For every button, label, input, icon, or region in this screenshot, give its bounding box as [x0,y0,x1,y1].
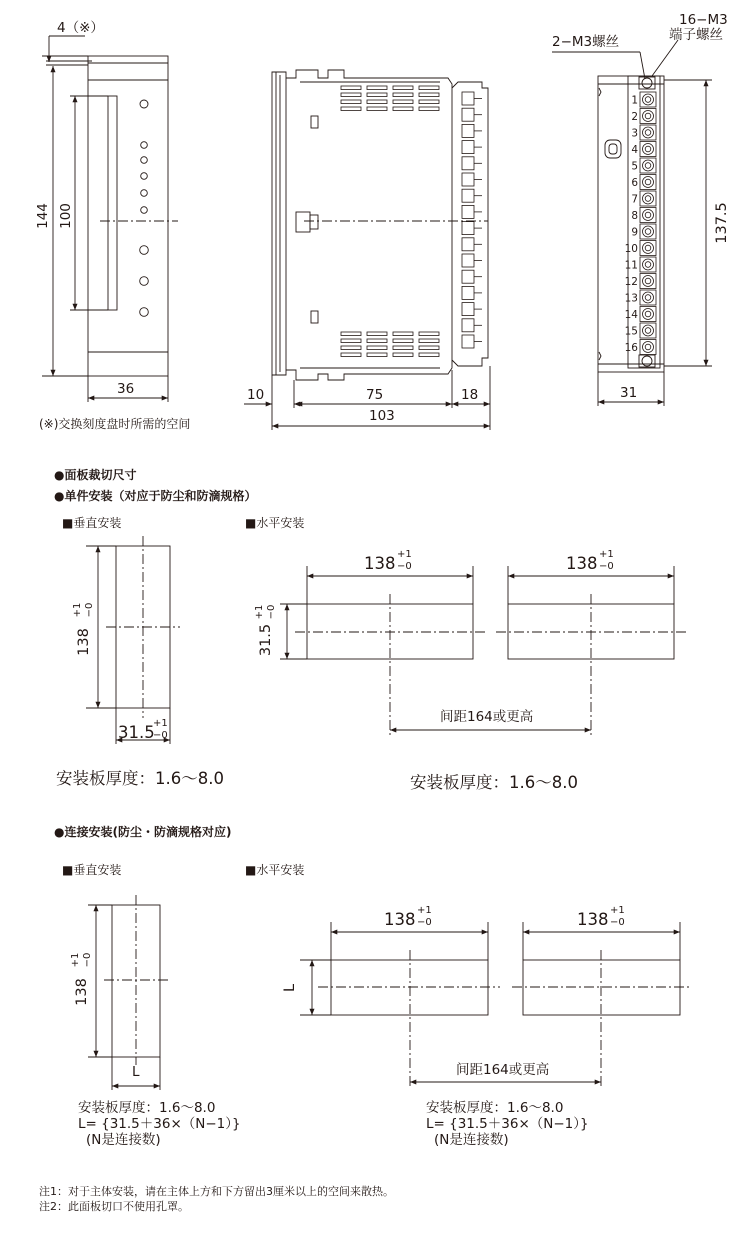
terminal-screw-inner [645,196,651,202]
vent-slot [341,86,361,90]
terminal-block [462,270,474,283]
vent-slot [393,353,413,357]
sh-138-a-tol-plus: +1 [397,549,412,560]
joint-h-n-note: (N是连接数) [434,1132,509,1148]
terminal-block [462,173,474,186]
terminal-screw [643,309,654,320]
vent-slot [419,346,439,350]
single-spacing-label: 间距164或更高 [440,709,534,725]
terminal-screw [643,111,654,122]
vent-slot [341,100,361,104]
vent-slot [367,86,387,90]
vent-slot [419,100,439,104]
jh-138-b-tol-minus: −0 [610,917,625,928]
gap-label: 4（※） [57,20,104,36]
single-vertical-cutout [86,536,180,744]
vent-slot [367,93,387,97]
joint-h-thickness: 安装板厚度：1.6～8.0 [426,1100,564,1116]
sh-138-a-label: 138 [364,554,396,573]
terminal-number: 6 [631,177,638,189]
terminal-block [462,303,474,316]
terminal-screw-inner [645,130,651,136]
terminal-label-2: 端子螺丝 [669,27,723,43]
vent-slot [341,353,361,357]
terminal-screw-inner [645,328,651,334]
cutout-heading: ●面板裁切尺寸 [54,468,137,482]
terminal-block [462,205,474,218]
terminal-number: 12 [624,276,638,288]
vent-slot [393,93,413,97]
jv-138-label: 138 [74,978,90,1006]
terminal-block [462,141,474,154]
sh-138-a-tol-minus: −0 [397,561,412,572]
terminal-screw [643,243,654,254]
single-h-thickness: 安装板厚度：1.6～8.0 [410,773,578,792]
terminal-label-1: 16−M3 [679,12,728,28]
terminal-screw [643,226,654,237]
terminal-screw [643,210,654,221]
rear-height-label: 137.5 [714,202,730,244]
joint-v-formula: L= {31.5＋36×（N−1）} [78,1116,241,1132]
side-view [244,70,490,430]
vent-slot [419,107,439,111]
terminal-screw [643,325,654,336]
vent-slot [367,332,387,336]
vent-slot [393,107,413,111]
terminal-number: 9 [631,226,638,239]
terminal-number: 4 [631,144,638,156]
joint-vertical-cutout [88,895,168,1090]
terminal-block [462,319,474,332]
jh-L-label: L [282,983,298,993]
total-depth-label: 103 [369,408,395,424]
vent-slot [419,353,439,357]
terminal-block [462,335,474,348]
screw-label: 2−M3螺丝 [552,34,620,50]
terminal-number: 16 [624,342,638,354]
vent-slot [419,93,439,97]
joint-vertical-label: ■垂直安装 [62,863,122,877]
vent-slot [393,339,413,343]
terminal-number: 2 [631,111,638,123]
space-footnote: (※)交换刻度盘时所需的空间 [39,417,191,431]
rear-terminal-strip [625,92,656,355]
vent-slot [419,86,439,90]
front-inner-height-label: 100 [58,203,74,229]
terminal-block [462,189,474,202]
terminal-number: 1 [631,94,638,107]
terminal-screw-inner [645,97,651,103]
front-depth-label: 10 [247,387,265,403]
vent-slot [367,339,387,343]
terminal-block [462,157,474,170]
vent-slot [341,107,361,111]
body-depth-label: 75 [366,387,384,403]
sv-315-label: 31.5 [118,723,155,742]
terminal-screw-inner [645,179,651,185]
front-width-label: 36 [117,381,135,397]
terminal-screw-inner [645,278,651,284]
terminal-screw [643,94,654,105]
jv-138-tol-plus: +1 [70,952,81,968]
terminal-block [462,254,474,267]
vent-slot [367,100,387,104]
joint-h-formula: L= {31.5＋36×（N−1）} [426,1116,589,1132]
sh-138-b-tol-minus: −0 [599,561,614,572]
terminal-block [462,286,474,299]
joint-v-n-note: (N是连接数) [86,1132,161,1148]
front-height-label: 144 [35,203,51,229]
terminal-screw-inner [645,311,651,317]
terminal-number: 13 [624,292,638,305]
joint-heading: ●连接安装(防尘・防滴规格对应) [54,825,232,839]
terminal-number: 15 [624,325,638,338]
vent-slot [341,339,361,343]
vent-slot [367,107,387,111]
sv-138-label: 138 [76,628,92,656]
terminal-number: 14 [624,309,638,321]
terminal-screw [643,292,654,303]
terminal-screw [643,259,654,270]
terminal-depth-label: 18 [461,387,479,403]
vent-slot [419,332,439,336]
sh-138-b-label: 138 [566,554,598,573]
terminal-number: 8 [631,210,638,222]
sh-138-b-tol-plus: +1 [599,549,614,560]
terminal-screw-inner [645,344,651,350]
terminal-screw [643,160,654,171]
terminal-block [462,222,474,235]
single-heading: ●单件安装（对应于防尘和防滴规格） [54,489,257,503]
terminal-number: 7 [631,193,638,206]
jh-138-a-tol-plus: +1 [417,905,432,916]
sv-315-tol-minus: −0 [153,730,168,741]
sh-315-tol-minus: −0 [266,604,277,620]
terminal-screw-inner [645,262,651,268]
single-horizontal-label: ■水平安装 [245,516,305,530]
terminal-screw-inner [645,212,651,218]
terminal-number: 11 [624,259,638,272]
side-terminal-blocks [462,92,482,348]
terminal-screw [643,276,654,287]
terminal-screw [643,193,654,204]
terminal-number: 5 [631,160,638,173]
terminal-block [462,238,474,251]
single-vertical-label: ■垂直安装 [62,516,122,530]
sh-315-label: 31.5 [258,623,274,657]
terminal-screw [643,144,654,155]
terminal-number: 10 [624,243,638,255]
jv-138-tol-minus: −0 [82,952,93,968]
vent-slot [341,93,361,97]
jh-138-b-tol-plus: +1 [610,905,625,916]
terminal-block [462,108,474,121]
terminal-screw-inner [645,113,651,119]
jv-L-label: L [132,1064,140,1080]
terminal-screw [643,127,654,138]
vent-slot [393,86,413,90]
terminal-screw [643,177,654,188]
vent-slot [419,339,439,343]
vent-slot [393,100,413,104]
sv-138-tol-minus: −0 [84,602,95,618]
jh-138-b-label: 138 [577,910,609,929]
terminal-screw-inner [645,229,651,235]
terminal-screw-inner [645,245,651,251]
vent-slot [341,346,361,350]
terminal-screw-inner [645,295,651,301]
note-2: 注2：此面板切口不使用孔罩。 [39,1200,189,1213]
terminal-screw-inner [645,146,651,152]
terminal-screw [643,342,654,353]
terminal-screw-inner [645,163,651,169]
terminal-block [462,124,474,137]
vent-slot [393,346,413,350]
note-1: 注1：对于主体安装，请在主体上方和下方留出3厘米以上的空间来散热。 [39,1185,394,1198]
jh-138-a-tol-minus: −0 [417,917,432,928]
joint-v-thickness: 安装板厚度：1.6～8.0 [78,1100,216,1116]
vent-slot [367,346,387,350]
jh-138-a-label: 138 [384,910,416,929]
terminal-block [462,92,474,105]
sv-138-tol-plus: +1 [72,602,83,618]
joint-spacing-label: 间距164或更高 [456,1062,550,1078]
single-v-thickness: 安装板厚度：1.6～8.0 [56,769,224,788]
joint-horizontal-label: ■水平安装 [245,863,305,877]
sh-315-tol-plus: +1 [254,604,265,620]
vent-slot [393,332,413,336]
terminal-number: 3 [631,127,638,140]
vent-slot [367,353,387,357]
rear-width-label: 31 [620,385,638,401]
sv-315-tol-plus: +1 [153,718,168,729]
vent-slot [341,332,361,336]
